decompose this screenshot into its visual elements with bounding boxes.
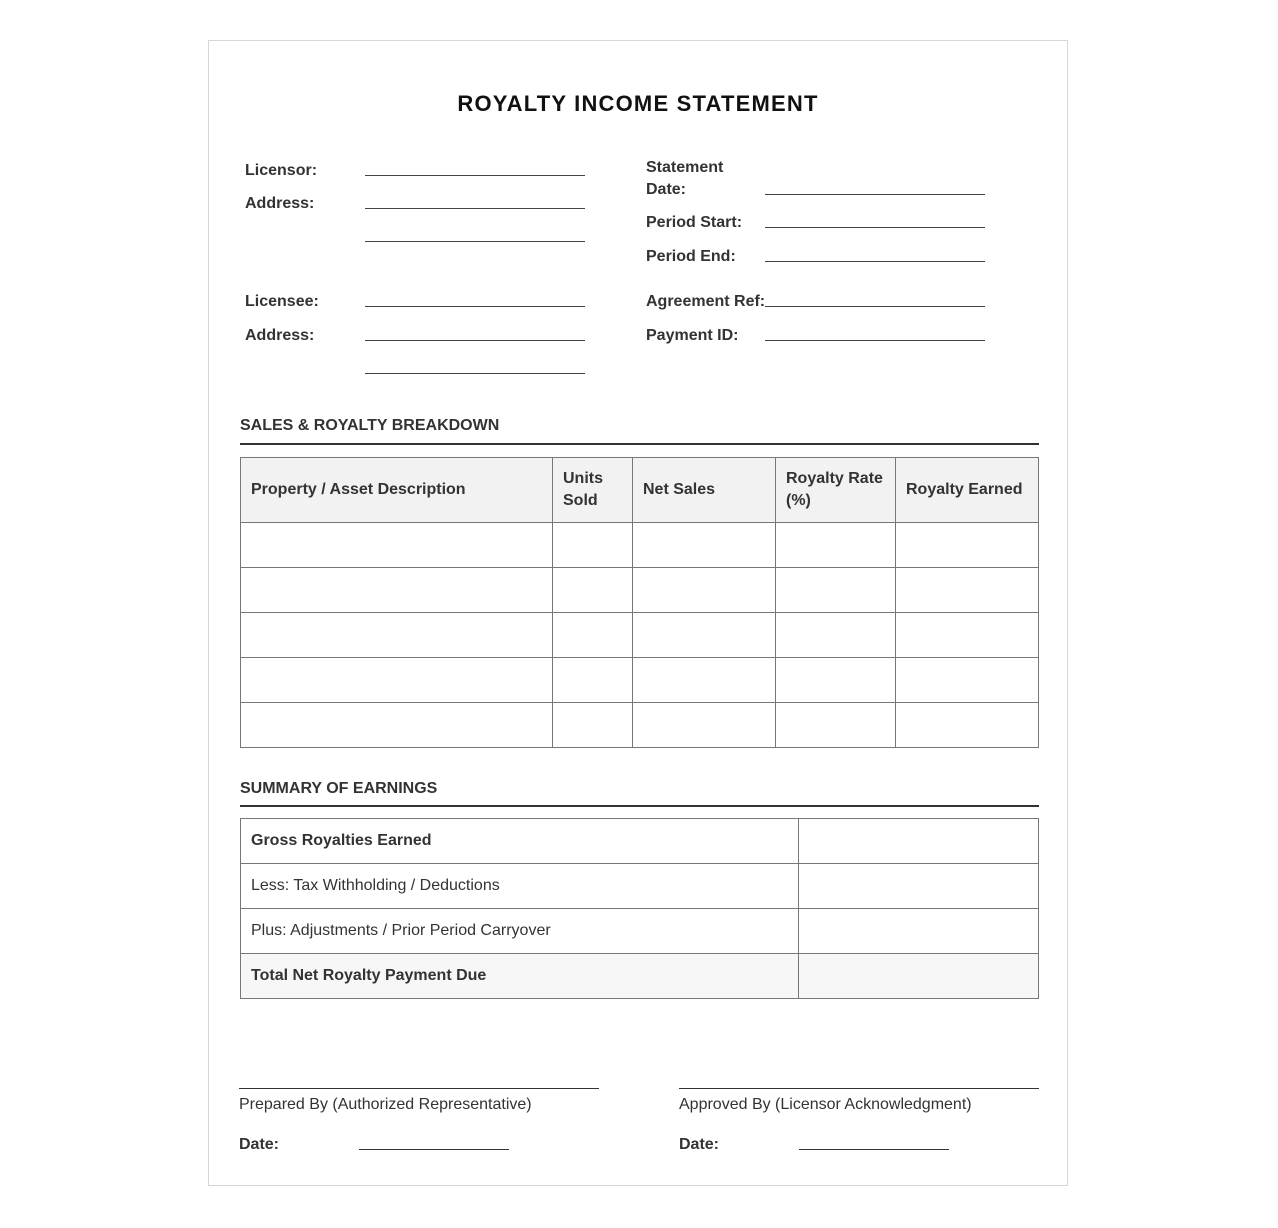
prepared-by-signature-line[interactable] [239,1088,599,1089]
summary-value-total[interactable] [799,954,1039,999]
cell-royalty-rate[interactable] [776,658,896,703]
col-header-description-text: Property / Asset Description [251,481,466,498]
cell-royalty-earned[interactable] [896,613,1039,658]
period-end-label: Period End: [646,248,736,265]
statement-date-label-line2: Date: [646,181,687,198]
col-header-net-sales [633,458,776,523]
cell-net-sales[interactable] [633,568,776,613]
col-header-units-sold [553,458,633,523]
licensor-address-label: Address: [245,195,315,212]
breakdown-section-rule [240,443,1039,445]
approved-date-field[interactable] [799,1149,949,1150]
summary-label-total: Total Net Royalty Payment Due [241,954,799,999]
cell-royalty-earned[interactable] [896,523,1039,568]
col-header-units-line1: Units [563,470,603,487]
agreement-ref-label: Agreement Ref: [646,293,766,310]
table-row [241,658,1039,703]
statement-date-field[interactable] [765,194,985,195]
licensor-address-line-2[interactable] [365,241,585,242]
cell-royalty-rate[interactable] [776,703,896,748]
licensee-address-line-2[interactable] [365,373,585,374]
agreement-ref-field[interactable] [765,306,985,307]
cell-units-sold[interactable] [553,703,633,748]
col-header-rate-line2: (%) [786,492,811,509]
cell-royalty-earned[interactable] [896,568,1039,613]
prepared-by-caption: Prepared By (Authorized Representative) [239,1096,532,1113]
cell-royalty-rate[interactable] [776,568,896,613]
licensee-address-label: Address: [245,327,315,344]
licensee-field[interactable] [365,306,585,307]
summary-row-adjustments [241,909,1039,954]
col-header-description [241,458,553,523]
approved-by-signature-line[interactable] [679,1088,1039,1089]
licensee-label: Licensee: [245,293,319,310]
table-row [241,568,1039,613]
col-header-royalty-rate [776,458,896,523]
period-end-field[interactable] [765,261,985,262]
statement-page [208,40,1068,1186]
cell-units-sold[interactable] [553,658,633,703]
licensee-address-line-1[interactable] [365,340,585,341]
col-header-royalty-earned [896,458,1039,523]
prepared-date-field[interactable] [359,1149,509,1150]
summary-row-deductions [241,864,1039,909]
summary-value-adjustments[interactable] [799,909,1039,954]
col-header-rate-line1: Royalty Rate [786,470,883,487]
table-row [241,613,1039,658]
breakdown-table [240,457,1039,748]
summary-value-gross[interactable] [799,819,1039,864]
col-header-units-line2: Sold [563,492,598,509]
cell-royalty-earned[interactable] [896,658,1039,703]
cell-net-sales[interactable] [633,658,776,703]
payment-id-field[interactable] [765,340,985,341]
summary-row-total [241,954,1039,999]
summary-section-rule [240,805,1039,807]
breakdown-section-title: SALES & ROYALTY BREAKDOWN [240,417,500,434]
period-start-field[interactable] [765,227,985,228]
breakdown-header-row [241,458,1039,523]
cell-net-sales[interactable] [633,613,776,658]
licensor-label: Licensor: [245,162,318,179]
cell-units-sold[interactable] [553,523,633,568]
cell-royalty-rate[interactable] [776,523,896,568]
period-start-label: Period Start: [646,214,743,231]
cell-net-sales[interactable] [633,523,776,568]
summary-label-deductions: Less: Tax Withholding / Deductions [241,864,799,909]
cell-net-sales[interactable] [633,703,776,748]
cell-royalty-rate[interactable] [776,613,896,658]
cell-description[interactable] [241,568,553,613]
page-title: ROYALTY INCOME STATEMENT [457,91,819,116]
col-header-net-sales-text: Net Sales [643,481,716,498]
summary-label-gross: Gross Royalties Earned [241,819,799,864]
cell-units-sold[interactable] [553,568,633,613]
approved-by-caption: Approved By (Licensor Acknowledgment) [679,1096,972,1113]
statement-date-label-line1: Statement [646,159,724,176]
cell-description[interactable] [241,703,553,748]
summary-value-deductions[interactable] [799,864,1039,909]
cell-royalty-earned[interactable] [896,703,1039,748]
summary-row-gross [241,819,1039,864]
cell-description[interactable] [241,613,553,658]
table-row [241,703,1039,748]
col-header-royalty-earned-text: Royalty Earned [906,481,1023,498]
table-row [241,523,1039,568]
summary-label-adjustments: Plus: Adjustments / Prior Period Carryover [241,909,799,954]
payment-id-label: Payment ID: [646,327,739,344]
cell-description[interactable] [241,658,553,703]
approved-date-label: Date: [679,1136,720,1153]
prepared-date-label: Date: [239,1136,280,1153]
summary-section-title: SUMMARY OF EARNINGS [240,780,438,797]
cell-description[interactable] [241,523,553,568]
licensor-address-line-1[interactable] [365,208,585,209]
licensor-field[interactable] [365,175,585,176]
cell-units-sold[interactable] [553,613,633,658]
summary-table [240,818,1039,999]
